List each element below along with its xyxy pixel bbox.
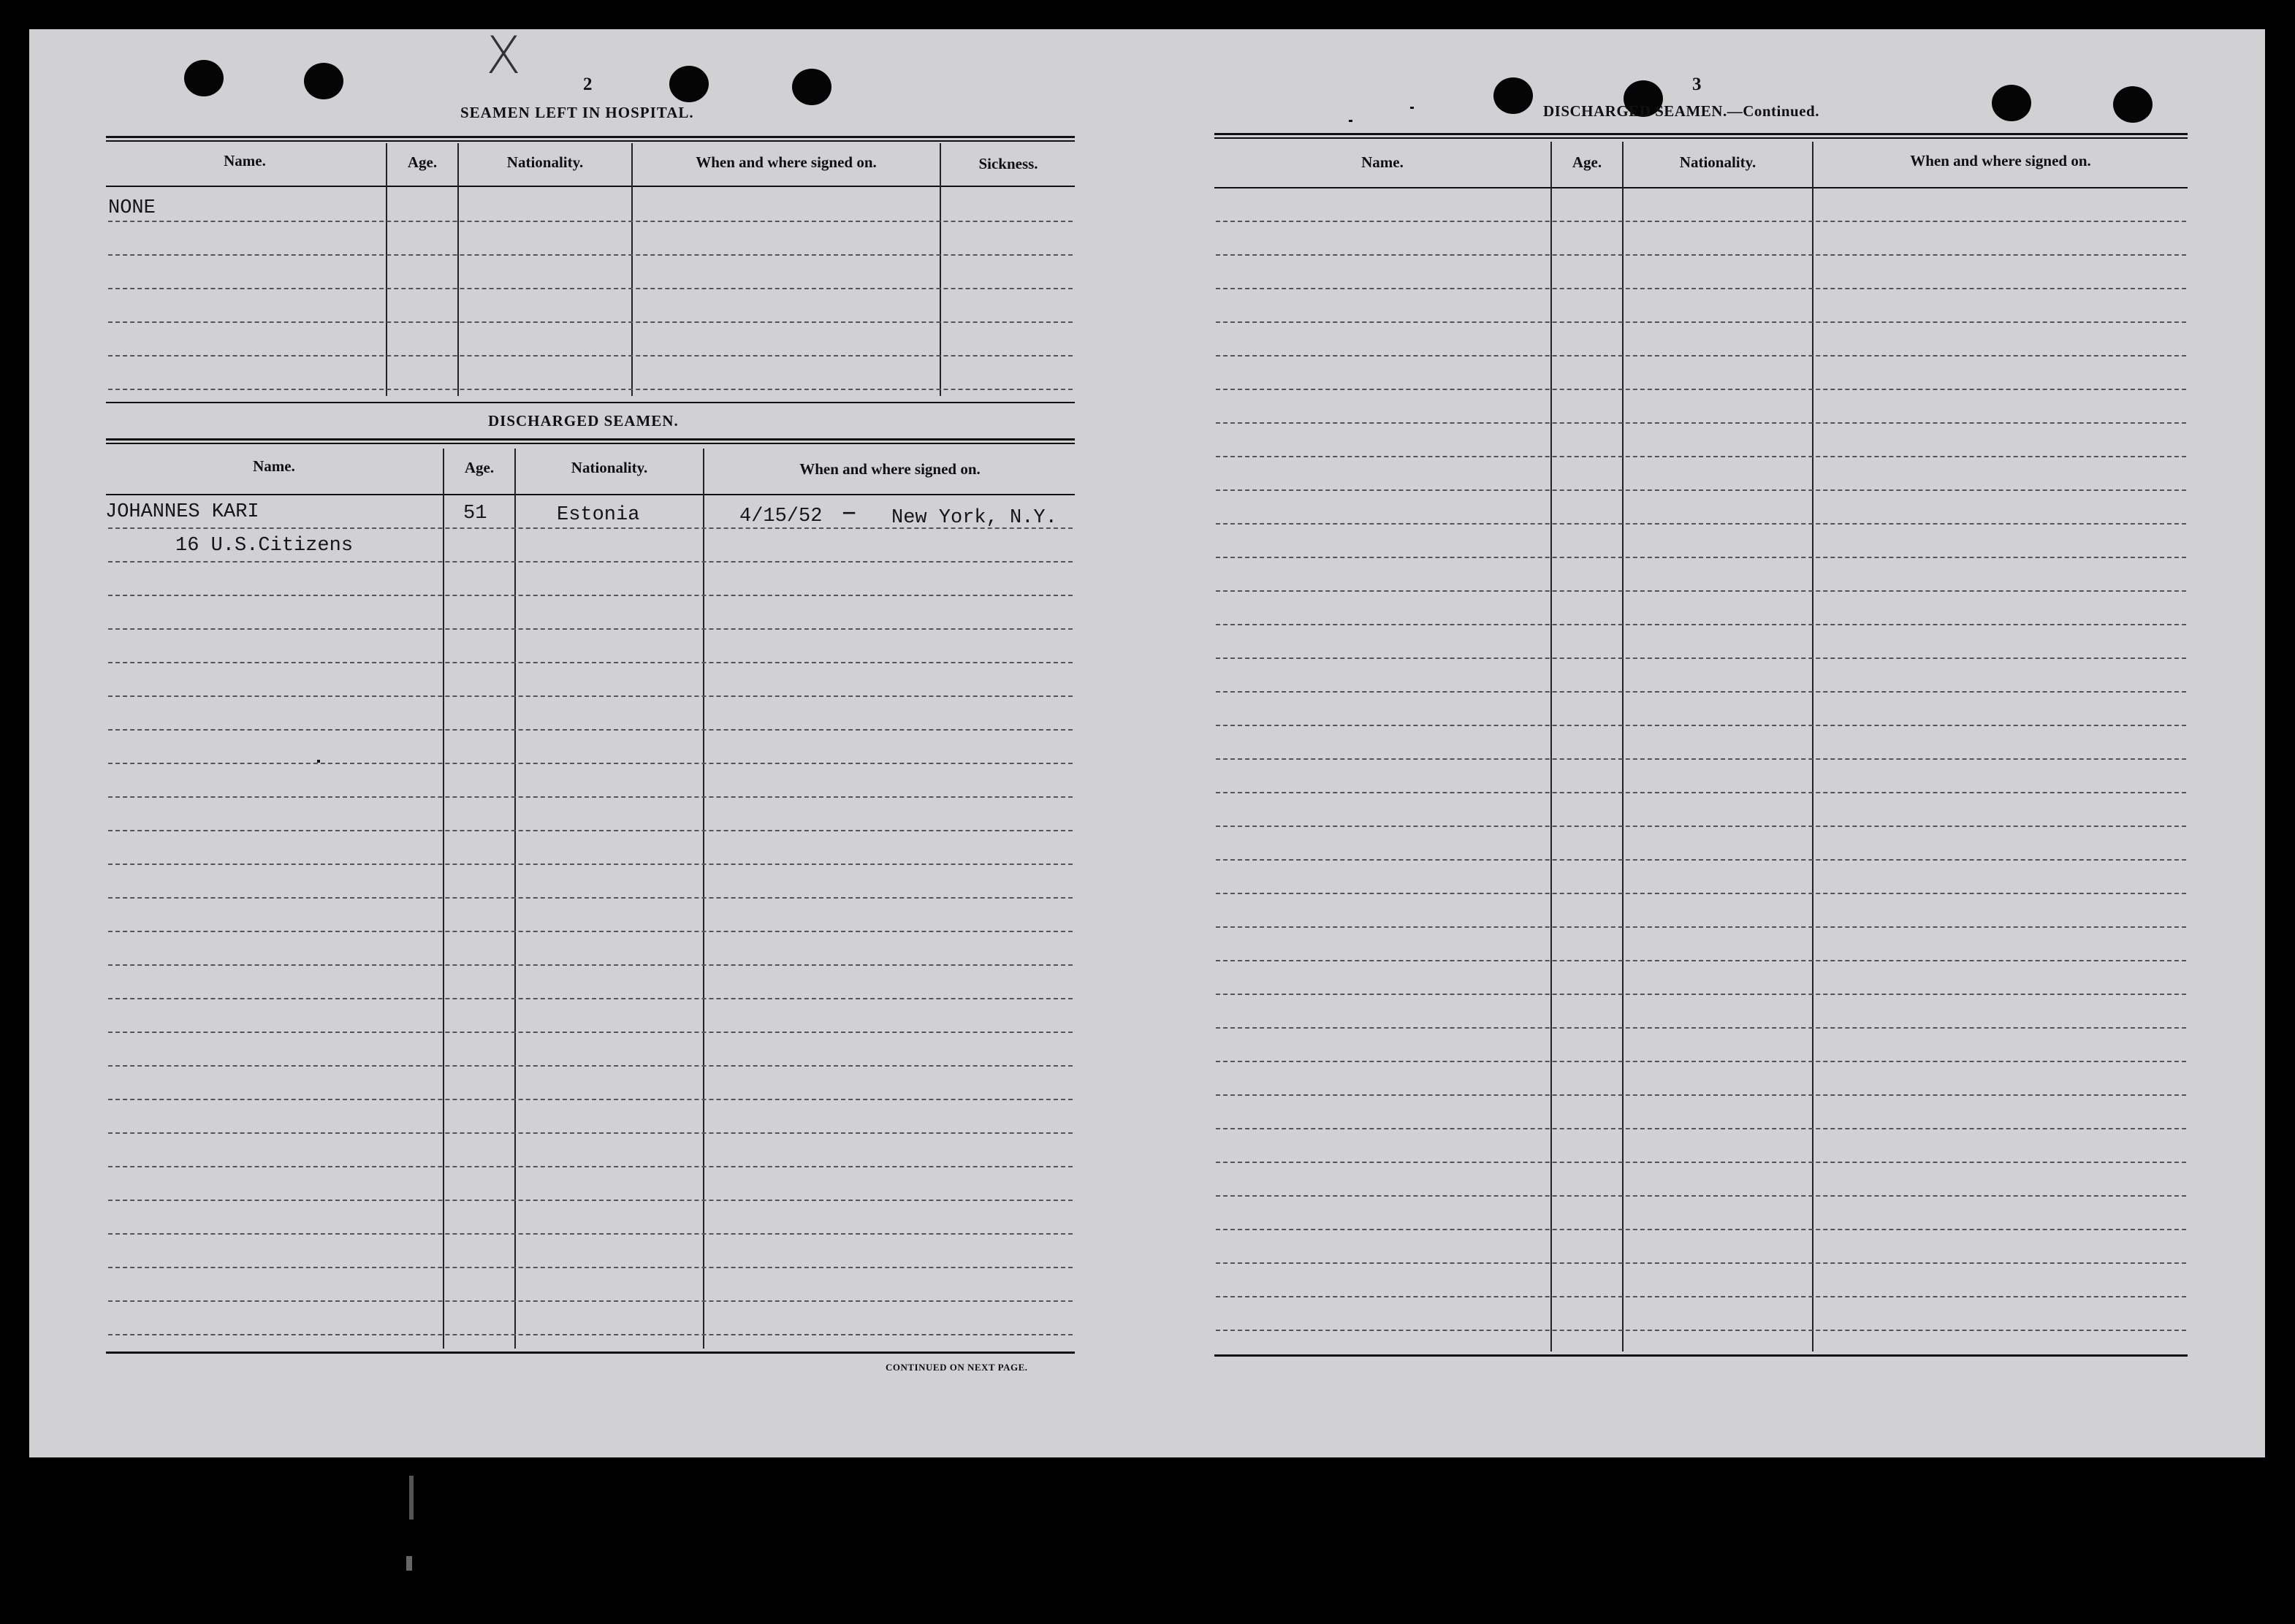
discharged-entry-age: 51: [463, 503, 487, 525]
hospital-entry-name: NONE: [108, 197, 156, 219]
column-divider: [703, 449, 704, 1349]
ruled-line: [1216, 489, 2186, 491]
ruled-line: [1216, 355, 2186, 357]
discharged-table-top-rule: [106, 438, 1075, 444]
discharged-entry-separator: —: [843, 503, 856, 525]
hospital-col-nationality-header: Nationality.: [506, 153, 584, 171]
ruled-line: [108, 595, 1073, 596]
scan-artifact: [409, 1476, 414, 1520]
discharged-section-title: DISCHARGED SEAMEN.: [488, 412, 679, 430]
ruled-line: [1216, 389, 2186, 390]
document-sheet: [29, 26, 2265, 1457]
ruled-line: [108, 830, 1073, 831]
right-col-name-header: Name.: [1361, 153, 1404, 171]
hospital-table-bottom-rule: [106, 402, 1075, 403]
ruled-line: [1216, 994, 2186, 995]
paper-speck: [1410, 107, 1414, 109]
column-divider: [1812, 142, 1813, 1352]
punch-hole: [1992, 85, 2031, 121]
ruled-line: [1216, 792, 2186, 793]
ruled-line: [1216, 1027, 2186, 1029]
ruled-line: [1216, 893, 2186, 894]
ruled-line: [1216, 657, 2186, 659]
column-divider: [386, 143, 387, 396]
column-divider: [1550, 142, 1552, 1352]
column-divider: [514, 449, 516, 1349]
ruled-line: [108, 561, 1073, 563]
ruled-line: [1216, 1195, 2186, 1197]
discharged-entry-place: New York, N.Y.: [891, 507, 1057, 529]
ruled-line: [1216, 758, 2186, 760]
ruled-line: [108, 254, 1073, 256]
ruled-line: [1216, 859, 2186, 861]
hospital-col-signed-on-header: When and where signed on.: [696, 153, 877, 171]
ruled-line: [1216, 1229, 2186, 1230]
left-page-number: 2: [583, 75, 593, 94]
ruled-line: [1216, 691, 2186, 693]
ruled-line: [1216, 826, 2186, 827]
hospital-header-rule: [106, 186, 1075, 187]
column-divider: [940, 143, 941, 396]
ruled-line: [1216, 960, 2186, 961]
ruled-line: [108, 1099, 1073, 1100]
paper-speck: [1349, 120, 1352, 122]
ruled-line: [108, 662, 1073, 663]
hospital-col-name-header: Name.: [224, 152, 266, 169]
ruled-line: [108, 964, 1073, 966]
ruled-line: [1216, 1296, 2186, 1297]
punch-hole: [2113, 86, 2153, 123]
ruled-line: [1216, 1262, 2186, 1264]
punch-hole: [792, 69, 831, 105]
discharged-table-bottom-rule: [106, 1352, 1075, 1354]
ruled-line: [108, 1200, 1073, 1201]
discharged-col-name-header: Name.: [253, 457, 295, 475]
ruled-line: [108, 321, 1073, 323]
ruled-line: [1216, 557, 2186, 558]
ruled-line: [1216, 590, 2186, 592]
handwritten-x-mark: X: [486, 26, 521, 85]
ruled-line: [1216, 288, 2186, 289]
hospital-col-age-header: Age.: [407, 153, 438, 171]
discharged-entry-nationality: Estonia: [557, 504, 640, 526]
ruled-line: [1216, 1128, 2186, 1129]
ruled-line: [1216, 221, 2186, 222]
ruled-line: [108, 288, 1073, 289]
ruled-line: [108, 864, 1073, 865]
ruled-line: [108, 628, 1073, 630]
column-divider: [443, 449, 444, 1349]
ruled-line: [108, 897, 1073, 899]
ruled-line: [108, 1132, 1073, 1134]
ruled-line: [108, 763, 1073, 764]
right-col-age-header: Age.: [1572, 153, 1602, 171]
right-page-number: 3: [1692, 75, 1702, 94]
right-col-signed-on-header: When and where signed on.: [1910, 152, 2091, 169]
right-table-top-rule: [1214, 133, 2188, 139]
ruled-line: [108, 1065, 1073, 1067]
ruled-line: [1216, 1162, 2186, 1163]
discharged-col-age-header: Age.: [464, 459, 495, 476]
ruled-line: [108, 931, 1073, 932]
ruled-line: [108, 1166, 1073, 1167]
ruled-line: [108, 1233, 1073, 1235]
ruled-line: [1216, 254, 2186, 256]
ruled-line: [108, 221, 1073, 222]
hospital-col-sickness-header: Sickness.: [978, 155, 1038, 172]
punch-hole: [304, 63, 343, 99]
discharged-col-nationality-header: Nationality.: [571, 459, 648, 476]
ruled-line: [108, 796, 1073, 798]
ruled-line: [108, 1267, 1073, 1268]
right-col-nationality-header: Nationality.: [1679, 153, 1757, 171]
continued-footer: CONTINUED ON NEXT PAGE.: [886, 1362, 1028, 1373]
ruled-line: [108, 355, 1073, 357]
ruled-line: [1216, 523, 2186, 525]
ruled-line: [1216, 422, 2186, 424]
ruled-line: [108, 1032, 1073, 1033]
punch-hole: [184, 60, 224, 96]
ruled-line: [108, 695, 1073, 697]
ruled-line: [1216, 321, 2186, 323]
ruled-line: [1216, 456, 2186, 457]
right-header-rule: [1214, 187, 2188, 188]
ruled-line: [1216, 1330, 2186, 1331]
discharged-col-signed-on-header: When and where signed on.: [799, 460, 981, 478]
punch-hole: [1493, 77, 1533, 114]
ruled-line: [108, 1300, 1073, 1302]
punch-hole: [669, 66, 709, 102]
ruled-line: [108, 389, 1073, 390]
ruled-line: [1216, 1061, 2186, 1062]
hospital-table-top-rule: [106, 136, 1075, 142]
discharged-header-rule: [106, 494, 1075, 495]
ruled-line: [108, 729, 1073, 731]
column-divider: [457, 143, 459, 396]
hospital-section-title: SEAMEN LEFT IN HOSPITAL.: [460, 104, 694, 121]
ruled-line: [1216, 1094, 2186, 1096]
column-divider: [1622, 142, 1624, 1352]
discharged-entry-name: JOHANNES KARI: [105, 501, 259, 523]
column-divider: [631, 143, 633, 396]
paper-speck: [317, 760, 320, 763]
discharged-entry-date: 4/15/52: [739, 506, 823, 527]
scan-artifact: [406, 1556, 412, 1571]
ruled-line: [1216, 624, 2186, 625]
right-table-bottom-rule: [1214, 1354, 2188, 1357]
ruled-line: [1216, 926, 2186, 928]
right-section-title: DISCHARGED SEAMEN.—Continued.: [1543, 102, 1819, 120]
discharged-note: 16 U.S.Citizens: [175, 535, 354, 557]
ruled-line: [108, 1334, 1073, 1335]
ruled-line: [1216, 725, 2186, 726]
ruled-line: [108, 998, 1073, 999]
